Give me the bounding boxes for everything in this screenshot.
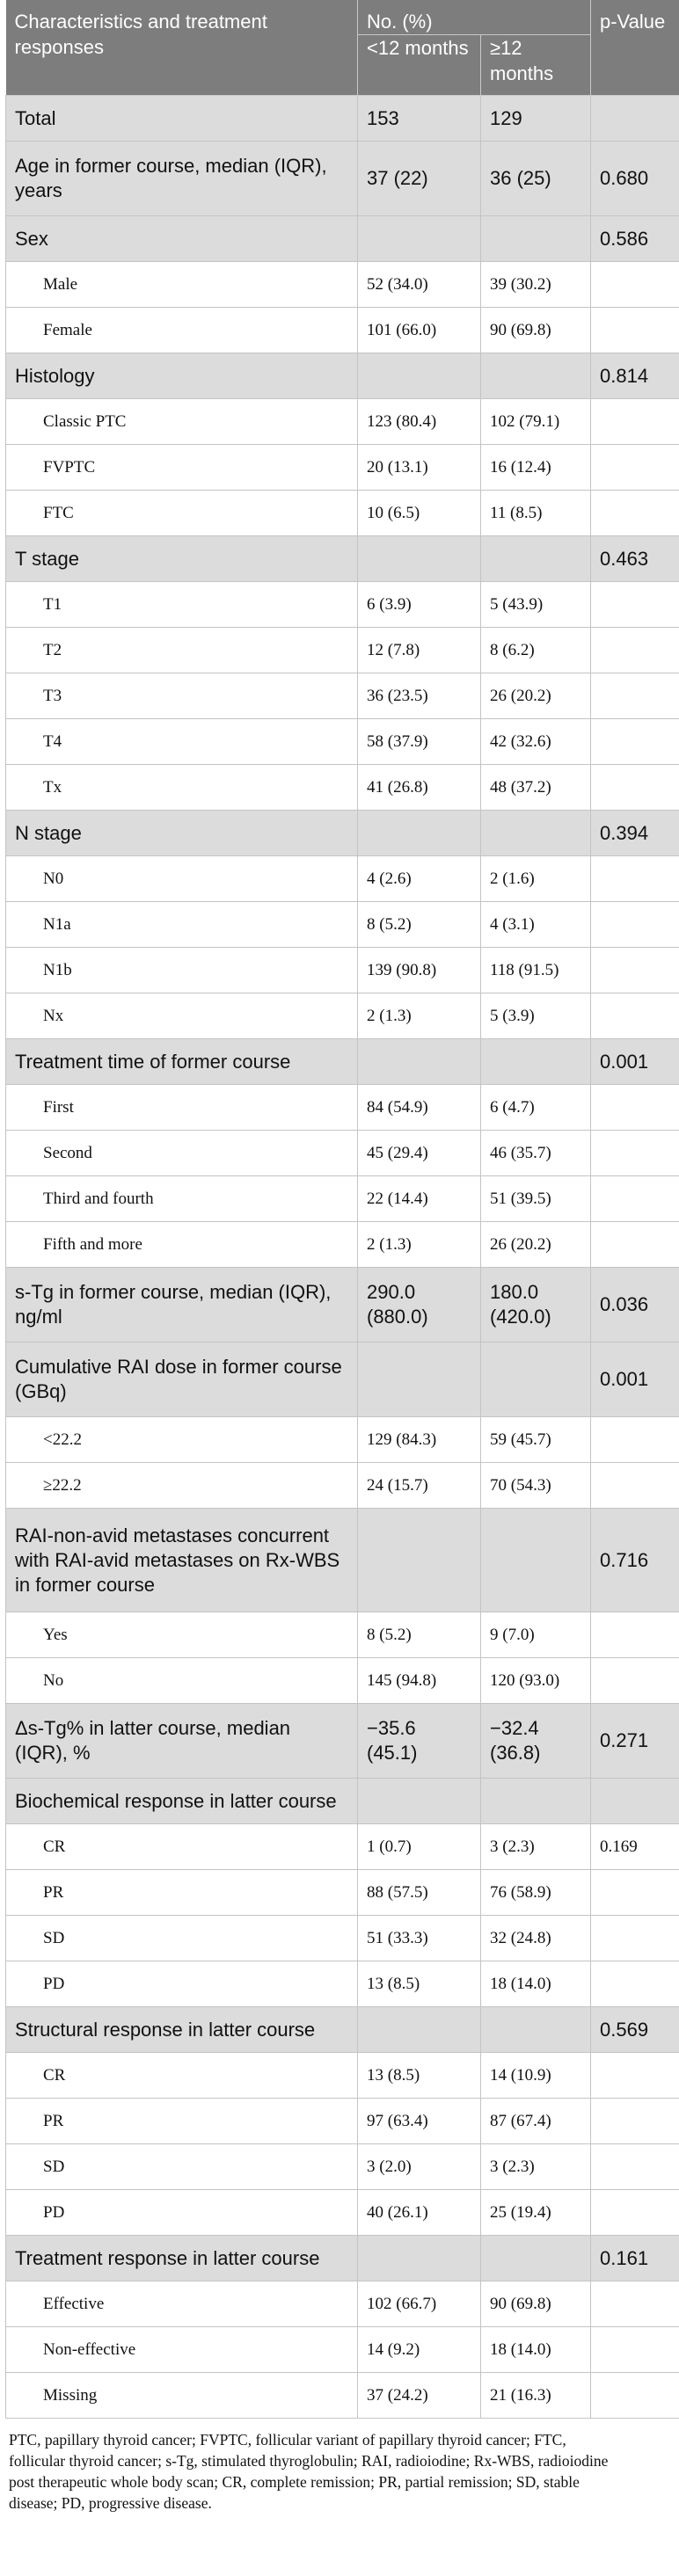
table-row — [6, 1961, 679, 2007]
section-row — [6, 1509, 679, 1612]
p-value — [591, 628, 679, 673]
section-row — [6, 1704, 679, 1779]
row-label: Effective — [6, 2281, 358, 2327]
row-label: Age in former course, median (IQR), years — [6, 142, 358, 216]
p-value: 0.001 — [591, 1039, 679, 1085]
table-row — [6, 2281, 679, 2327]
p-value: 0.814 — [591, 353, 679, 399]
value-lt12: 84 (54.9) — [358, 1085, 481, 1131]
p-value — [591, 1222, 679, 1268]
value-lt12: 10 (6.5) — [358, 491, 481, 536]
value-lt12: −35.6 (45.1) — [358, 1704, 481, 1779]
row-label: Second — [6, 1131, 358, 1176]
table-row — [6, 1612, 679, 1658]
row-label: Female — [6, 308, 358, 353]
header-p-value: p-Value — [591, 0, 679, 96]
value-lt12 — [358, 1509, 481, 1612]
section-row — [6, 142, 679, 216]
value-lt12: 12 (7.8) — [358, 628, 481, 673]
header-ge12: ≥12 months — [481, 35, 591, 96]
value-lt12: 37 (24.2) — [358, 2373, 481, 2419]
value-lt12: 41 (26.8) — [358, 765, 481, 811]
section-row — [6, 536, 679, 582]
table-row — [6, 491, 679, 536]
value-lt12: 88 (57.5) — [358, 1870, 481, 1916]
value-ge12 — [481, 1509, 591, 1612]
p-value — [591, 2053, 679, 2099]
p-value — [591, 902, 679, 948]
value-ge12: 5 (3.9) — [481, 993, 591, 1039]
p-value — [591, 308, 679, 353]
value-ge12: 26 (20.2) — [481, 673, 591, 719]
table-row — [6, 765, 679, 811]
table-row — [6, 1085, 679, 1131]
value-ge12 — [481, 1779, 591, 1824]
value-ge12: 16 (12.4) — [481, 445, 591, 491]
value-lt12: 123 (80.4) — [358, 399, 481, 445]
table-row — [6, 1222, 679, 1268]
p-value — [591, 262, 679, 308]
value-lt12 — [358, 1779, 481, 1824]
value-lt12 — [358, 1039, 481, 1085]
value-lt12: 2 (1.3) — [358, 1222, 481, 1268]
table-row — [6, 399, 679, 445]
value-lt12: 97 (63.4) — [358, 2099, 481, 2144]
p-value — [591, 2099, 679, 2144]
value-lt12: 290.0 (880.0) — [358, 1268, 481, 1343]
p-value: 0.271 — [591, 1704, 679, 1779]
value-ge12: 48 (37.2) — [481, 765, 591, 811]
p-value — [591, 1870, 679, 1916]
table-row — [6, 1916, 679, 1961]
header-no-pct: No. (%) — [358, 0, 591, 35]
table-row — [6, 948, 679, 993]
p-value: 0.036 — [591, 1268, 679, 1343]
value-ge12: 2 (1.6) — [481, 856, 591, 902]
value-lt12: 153 — [358, 96, 481, 142]
p-value — [591, 1961, 679, 2007]
row-label: T4 — [6, 719, 358, 765]
row-label: T2 — [6, 628, 358, 673]
value-ge12: 102 (79.1) — [481, 399, 591, 445]
p-value — [591, 1085, 679, 1131]
value-ge12: 129 — [481, 96, 591, 142]
results-table — [5, 0, 679, 2419]
value-ge12: 90 (69.8) — [481, 308, 591, 353]
value-ge12: 21 (16.3) — [481, 2373, 591, 2419]
p-value — [591, 1612, 679, 1658]
table-row — [6, 1463, 679, 1509]
table-row — [6, 1176, 679, 1222]
p-value — [591, 719, 679, 765]
table-row — [6, 582, 679, 628]
value-ge12: 39 (30.2) — [481, 262, 591, 308]
value-ge12: 11 (8.5) — [481, 491, 591, 536]
row-label: s-Tg in former course, median (IQR), ng/ml — [6, 1268, 358, 1343]
p-value — [591, 1658, 679, 1704]
row-label: SD — [6, 2144, 358, 2190]
table-row — [6, 628, 679, 673]
p-value — [591, 1417, 679, 1463]
p-value — [591, 2373, 679, 2419]
table-row — [6, 1131, 679, 1176]
table-row — [6, 856, 679, 902]
value-lt12: 139 (90.8) — [358, 948, 481, 993]
value-ge12: 25 (19.4) — [481, 2190, 591, 2236]
section-row — [6, 216, 679, 262]
row-label: Non-effective — [6, 2327, 358, 2373]
value-lt12 — [358, 811, 481, 856]
value-ge12: 18 (14.0) — [481, 1961, 591, 2007]
value-lt12 — [358, 2007, 481, 2053]
value-lt12: 13 (8.5) — [358, 1961, 481, 2007]
row-label: Histology — [6, 353, 358, 399]
table-row — [6, 2327, 679, 2373]
row-label: Male — [6, 262, 358, 308]
p-value: 0.569 — [591, 2007, 679, 2053]
section-row — [6, 2236, 679, 2281]
table-row — [6, 1417, 679, 1463]
value-ge12: 3 (2.3) — [481, 2144, 591, 2190]
value-lt12: 45 (29.4) — [358, 1131, 481, 1176]
p-value — [591, 491, 679, 536]
p-value — [591, 2190, 679, 2236]
section-row — [6, 1779, 679, 1824]
value-ge12 — [481, 1039, 591, 1085]
header-characteristics: Characteristics and treatment responses — [6, 0, 358, 96]
table-row — [6, 1870, 679, 1916]
row-label: CR — [6, 1824, 358, 1870]
value-lt12 — [358, 2236, 481, 2281]
table-row — [6, 2099, 679, 2144]
p-value — [591, 948, 679, 993]
p-value — [591, 1131, 679, 1176]
table-row — [6, 262, 679, 308]
p-value — [591, 1916, 679, 1961]
p-value: 0.394 — [591, 811, 679, 856]
p-value: 0.169 — [591, 1824, 679, 1870]
row-label: N1b — [6, 948, 358, 993]
p-value — [591, 856, 679, 902]
value-ge12: 6 (4.7) — [481, 1085, 591, 1131]
p-value — [591, 673, 679, 719]
table-row — [6, 2190, 679, 2236]
row-label: N0 — [6, 856, 358, 902]
row-label: T stage — [6, 536, 358, 582]
section-row — [6, 1268, 679, 1343]
value-ge12: 90 (69.8) — [481, 2281, 591, 2327]
row-label: Treatment response in latter course — [6, 2236, 358, 2281]
row-label: N stage — [6, 811, 358, 856]
row-label: SD — [6, 1916, 358, 1961]
p-value — [591, 2281, 679, 2327]
value-lt12: 8 (5.2) — [358, 1612, 481, 1658]
p-value — [591, 582, 679, 628]
value-ge12 — [481, 216, 591, 262]
value-ge12: 4 (3.1) — [481, 902, 591, 948]
row-label: Total — [6, 96, 358, 142]
row-label: Fifth and more — [6, 1222, 358, 1268]
p-value: 0.716 — [591, 1509, 679, 1612]
row-label: N1a — [6, 902, 358, 948]
value-lt12 — [358, 536, 481, 582]
table-row — [6, 993, 679, 1039]
p-value — [591, 1176, 679, 1222]
p-value — [591, 765, 679, 811]
p-value: 0.680 — [591, 142, 679, 216]
value-ge12: −32.4 (36.8) — [481, 1704, 591, 1779]
value-ge12: 18 (14.0) — [481, 2327, 591, 2373]
value-lt12: 37 (22) — [358, 142, 481, 216]
p-value: 0.586 — [591, 216, 679, 262]
value-lt12: 3 (2.0) — [358, 2144, 481, 2190]
row-label: Sex — [6, 216, 358, 262]
p-value — [591, 445, 679, 491]
value-lt12: 8 (5.2) — [358, 902, 481, 948]
table-row — [6, 2144, 679, 2190]
table-row — [6, 445, 679, 491]
row-label: PR — [6, 2099, 358, 2144]
row-label: CR — [6, 2053, 358, 2099]
table-header — [6, 0, 679, 96]
value-ge12: 76 (58.9) — [481, 1870, 591, 1916]
table-row — [6, 308, 679, 353]
value-lt12: 14 (9.2) — [358, 2327, 481, 2373]
value-ge12: 42 (32.6) — [481, 719, 591, 765]
value-ge12: 87 (67.4) — [481, 2099, 591, 2144]
table-row — [6, 719, 679, 765]
value-ge12: 120 (93.0) — [481, 1658, 591, 1704]
p-value: 0.161 — [591, 2236, 679, 2281]
value-ge12: 26 (20.2) — [481, 1222, 591, 1268]
value-lt12: 20 (13.1) — [358, 445, 481, 491]
footnote: PTC, papillary thyroid cancer; FVPTC, follicular variant of papillary thyroid cancer; FTC, follicular thyroid cancer; s-Tg, stimulated thyroglobulin; RAI, radioiodine; Rx-WBS, radioiodine post therapeutic whole body scan; CR, complete remission; PR, partial remission; SD, stable disease; PD, progressive disease. — [9, 2431, 609, 2512]
value-lt12: 51 (33.3) — [358, 1916, 481, 1961]
p-value: 0.001 — [591, 1343, 679, 1417]
row-label: PD — [6, 1961, 358, 2007]
value-lt12: 22 (14.4) — [358, 1176, 481, 1222]
row-label: PD — [6, 2190, 358, 2236]
value-ge12: 118 (91.5) — [481, 948, 591, 993]
p-value — [591, 2327, 679, 2373]
value-ge12: 5 (43.9) — [481, 582, 591, 628]
row-label: Treatment time of former course — [6, 1039, 358, 1085]
p-value — [591, 2144, 679, 2190]
value-lt12: 102 (66.7) — [358, 2281, 481, 2327]
value-ge12: 14 (10.9) — [481, 2053, 591, 2099]
row-label: T1 — [6, 582, 358, 628]
section-row — [6, 1343, 679, 1417]
value-lt12: 1 (0.7) — [358, 1824, 481, 1870]
row-label: T3 — [6, 673, 358, 719]
row-label: Biochemical response in latter course — [6, 1779, 358, 1824]
table-row — [6, 1658, 679, 1704]
value-lt12 — [358, 353, 481, 399]
table-body — [6, 96, 679, 2419]
value-ge12: 180.0 (420.0) — [481, 1268, 591, 1343]
table-row — [6, 2373, 679, 2419]
row-label: Δs-Tg% in latter course, median (IQR), % — [6, 1704, 358, 1779]
row-label: PR — [6, 1870, 358, 1916]
row-label: FTC — [6, 491, 358, 536]
row-label: Tx — [6, 765, 358, 811]
section-row — [6, 96, 679, 142]
table-row — [6, 673, 679, 719]
row-label: Nx — [6, 993, 358, 1039]
p-value — [591, 993, 679, 1039]
value-lt12: 40 (26.1) — [358, 2190, 481, 2236]
value-lt12: 2 (1.3) — [358, 993, 481, 1039]
value-ge12 — [481, 353, 591, 399]
section-row — [6, 1039, 679, 1085]
value-lt12 — [358, 216, 481, 262]
value-ge12: 51 (39.5) — [481, 1176, 591, 1222]
value-ge12: 70 (54.3) — [481, 1463, 591, 1509]
value-lt12: 24 (15.7) — [358, 1463, 481, 1509]
section-row — [6, 353, 679, 399]
p-value — [591, 96, 679, 142]
section-row — [6, 811, 679, 856]
table-row — [6, 1824, 679, 1870]
p-value — [591, 399, 679, 445]
row-label: Structural response in latter course — [6, 2007, 358, 2053]
section-row — [6, 2007, 679, 2053]
row-label: No — [6, 1658, 358, 1704]
value-lt12: 52 (34.0) — [358, 262, 481, 308]
value-ge12: 59 (45.7) — [481, 1417, 591, 1463]
row-label: Missing — [6, 2373, 358, 2419]
value-lt12: 36 (23.5) — [358, 673, 481, 719]
value-ge12: 8 (6.2) — [481, 628, 591, 673]
value-lt12: 101 (66.0) — [358, 308, 481, 353]
row-label: Yes — [6, 1612, 358, 1658]
value-lt12: 13 (8.5) — [358, 2053, 481, 2099]
value-ge12: 9 (7.0) — [481, 1612, 591, 1658]
p-value — [591, 1463, 679, 1509]
value-ge12 — [481, 1343, 591, 1417]
table-row — [6, 2053, 679, 2099]
value-ge12: 32 (24.8) — [481, 1916, 591, 1961]
value-lt12: 4 (2.6) — [358, 856, 481, 902]
row-label: ≥22.2 — [6, 1463, 358, 1509]
row-label: First — [6, 1085, 358, 1131]
value-ge12: 3 (2.3) — [481, 1824, 591, 1870]
value-lt12: 129 (84.3) — [358, 1417, 481, 1463]
value-ge12: 46 (35.7) — [481, 1131, 591, 1176]
value-lt12: 58 (37.9) — [358, 719, 481, 765]
row-label: RAI-non-avid metastases concurrent with RAI-avid metastases on Rx-WBS in former course — [6, 1509, 358, 1612]
table-row — [6, 902, 679, 948]
value-ge12: 36 (25) — [481, 142, 591, 216]
value-ge12 — [481, 811, 591, 856]
header-lt12: <12 months — [358, 35, 481, 96]
value-lt12: 145 (94.8) — [358, 1658, 481, 1704]
value-ge12 — [481, 536, 591, 582]
row-label: Cumulative RAI dose in former course (GBq) — [6, 1343, 358, 1417]
row-label: <22.2 — [6, 1417, 358, 1463]
value-lt12: 6 (3.9) — [358, 582, 481, 628]
value-ge12 — [481, 2236, 591, 2281]
row-label: Third and fourth — [6, 1176, 358, 1222]
row-label: FVPTC — [6, 445, 358, 491]
p-value — [591, 1779, 679, 1824]
p-value: 0.463 — [591, 536, 679, 582]
row-label: Classic PTC — [6, 399, 358, 445]
value-lt12 — [358, 1343, 481, 1417]
value-ge12 — [481, 2007, 591, 2053]
